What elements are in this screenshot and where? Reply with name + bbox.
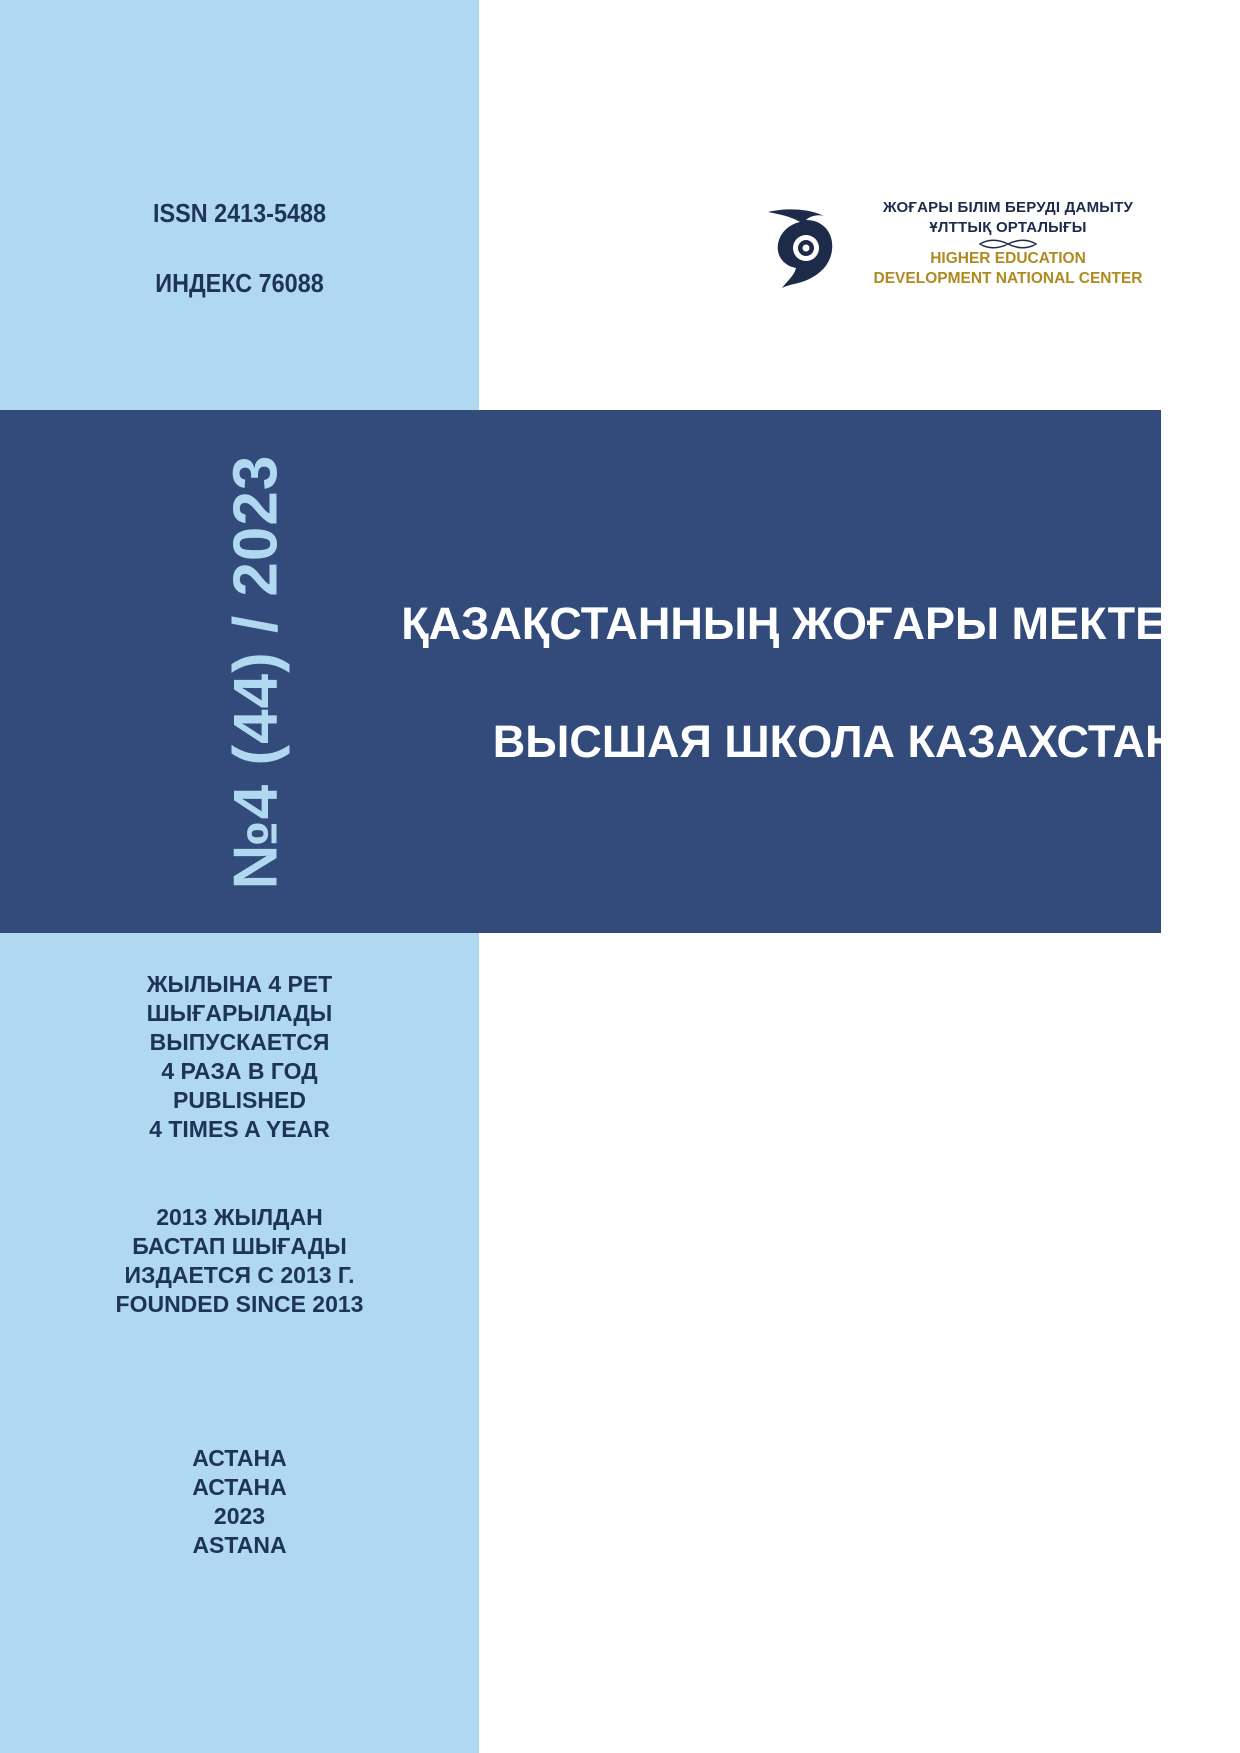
founding-year bbox=[0, 1203, 479, 1319]
journal-title-ru: ВЫСШАЯ ШКОЛА КАЗАХСТАНА bbox=[492, 716, 1210, 767]
publisher-name-kz-line2: ҰЛТТЫҚ ОРТАЛЫҒЫ bbox=[929, 219, 1087, 236]
place-year-line: ASTANA bbox=[192, 1532, 287, 1558]
subscription-index: ИНДЕКС 76088 bbox=[155, 268, 324, 298]
frequency-line: 4 РАЗА В ГОД bbox=[161, 1058, 318, 1084]
place-year-line: АСТАНА bbox=[192, 1445, 287, 1471]
publisher-logo bbox=[764, 198, 1164, 298]
founded-line: FOUNDED SINCE 2013 bbox=[115, 1291, 364, 1317]
publication-frequency bbox=[0, 970, 479, 1144]
publisher-name bbox=[852, 198, 1164, 289]
frequency-line: ВЫПУСКАЕТСЯ bbox=[149, 1029, 330, 1055]
founded-line: БАСТАП ШЫҒАДЫ bbox=[132, 1233, 347, 1259]
issue-number: №4 (44) / 2023 bbox=[221, 454, 291, 890]
frequency-line: 4 TIMES A YEAR bbox=[149, 1116, 330, 1142]
publisher-name-en-line1: HIGHER EDUCATION bbox=[930, 250, 1086, 267]
founded-line: 2013 ЖЫЛДАН bbox=[156, 1204, 323, 1230]
frequency-line: ЖЫЛЫНА 4 РЕТ bbox=[146, 971, 333, 997]
publisher-name-en-line2: DEVELOPMENT NATIONAL CENTER bbox=[873, 270, 1143, 287]
infinity-divider-icon bbox=[978, 239, 1038, 249]
place-and-year bbox=[0, 1444, 479, 1560]
founded-line: ИЗДАЕТСЯ С 2013 Г. bbox=[124, 1262, 355, 1288]
frequency-line: ШЫҒАРЫЛАДЫ bbox=[146, 1000, 333, 1026]
ornamental-swirl-icon bbox=[764, 206, 838, 288]
issn-number: ISSN 2413-5488 bbox=[152, 198, 327, 228]
title-band bbox=[0, 410, 1161, 933]
publisher-name-kz-line1: ЖОҒАРЫ БІЛІМ БЕРУДІ ДАМЫТУ bbox=[882, 199, 1134, 216]
journal-title-kz: ҚАЗАҚСТАННЫҢ ЖОҒАРЫ МЕКТЕБІ bbox=[401, 598, 1210, 649]
place-year-line: АСТАНА bbox=[192, 1474, 287, 1500]
place-year-line: 2023 bbox=[213, 1503, 266, 1529]
frequency-line: PUBLISHED bbox=[173, 1087, 306, 1113]
